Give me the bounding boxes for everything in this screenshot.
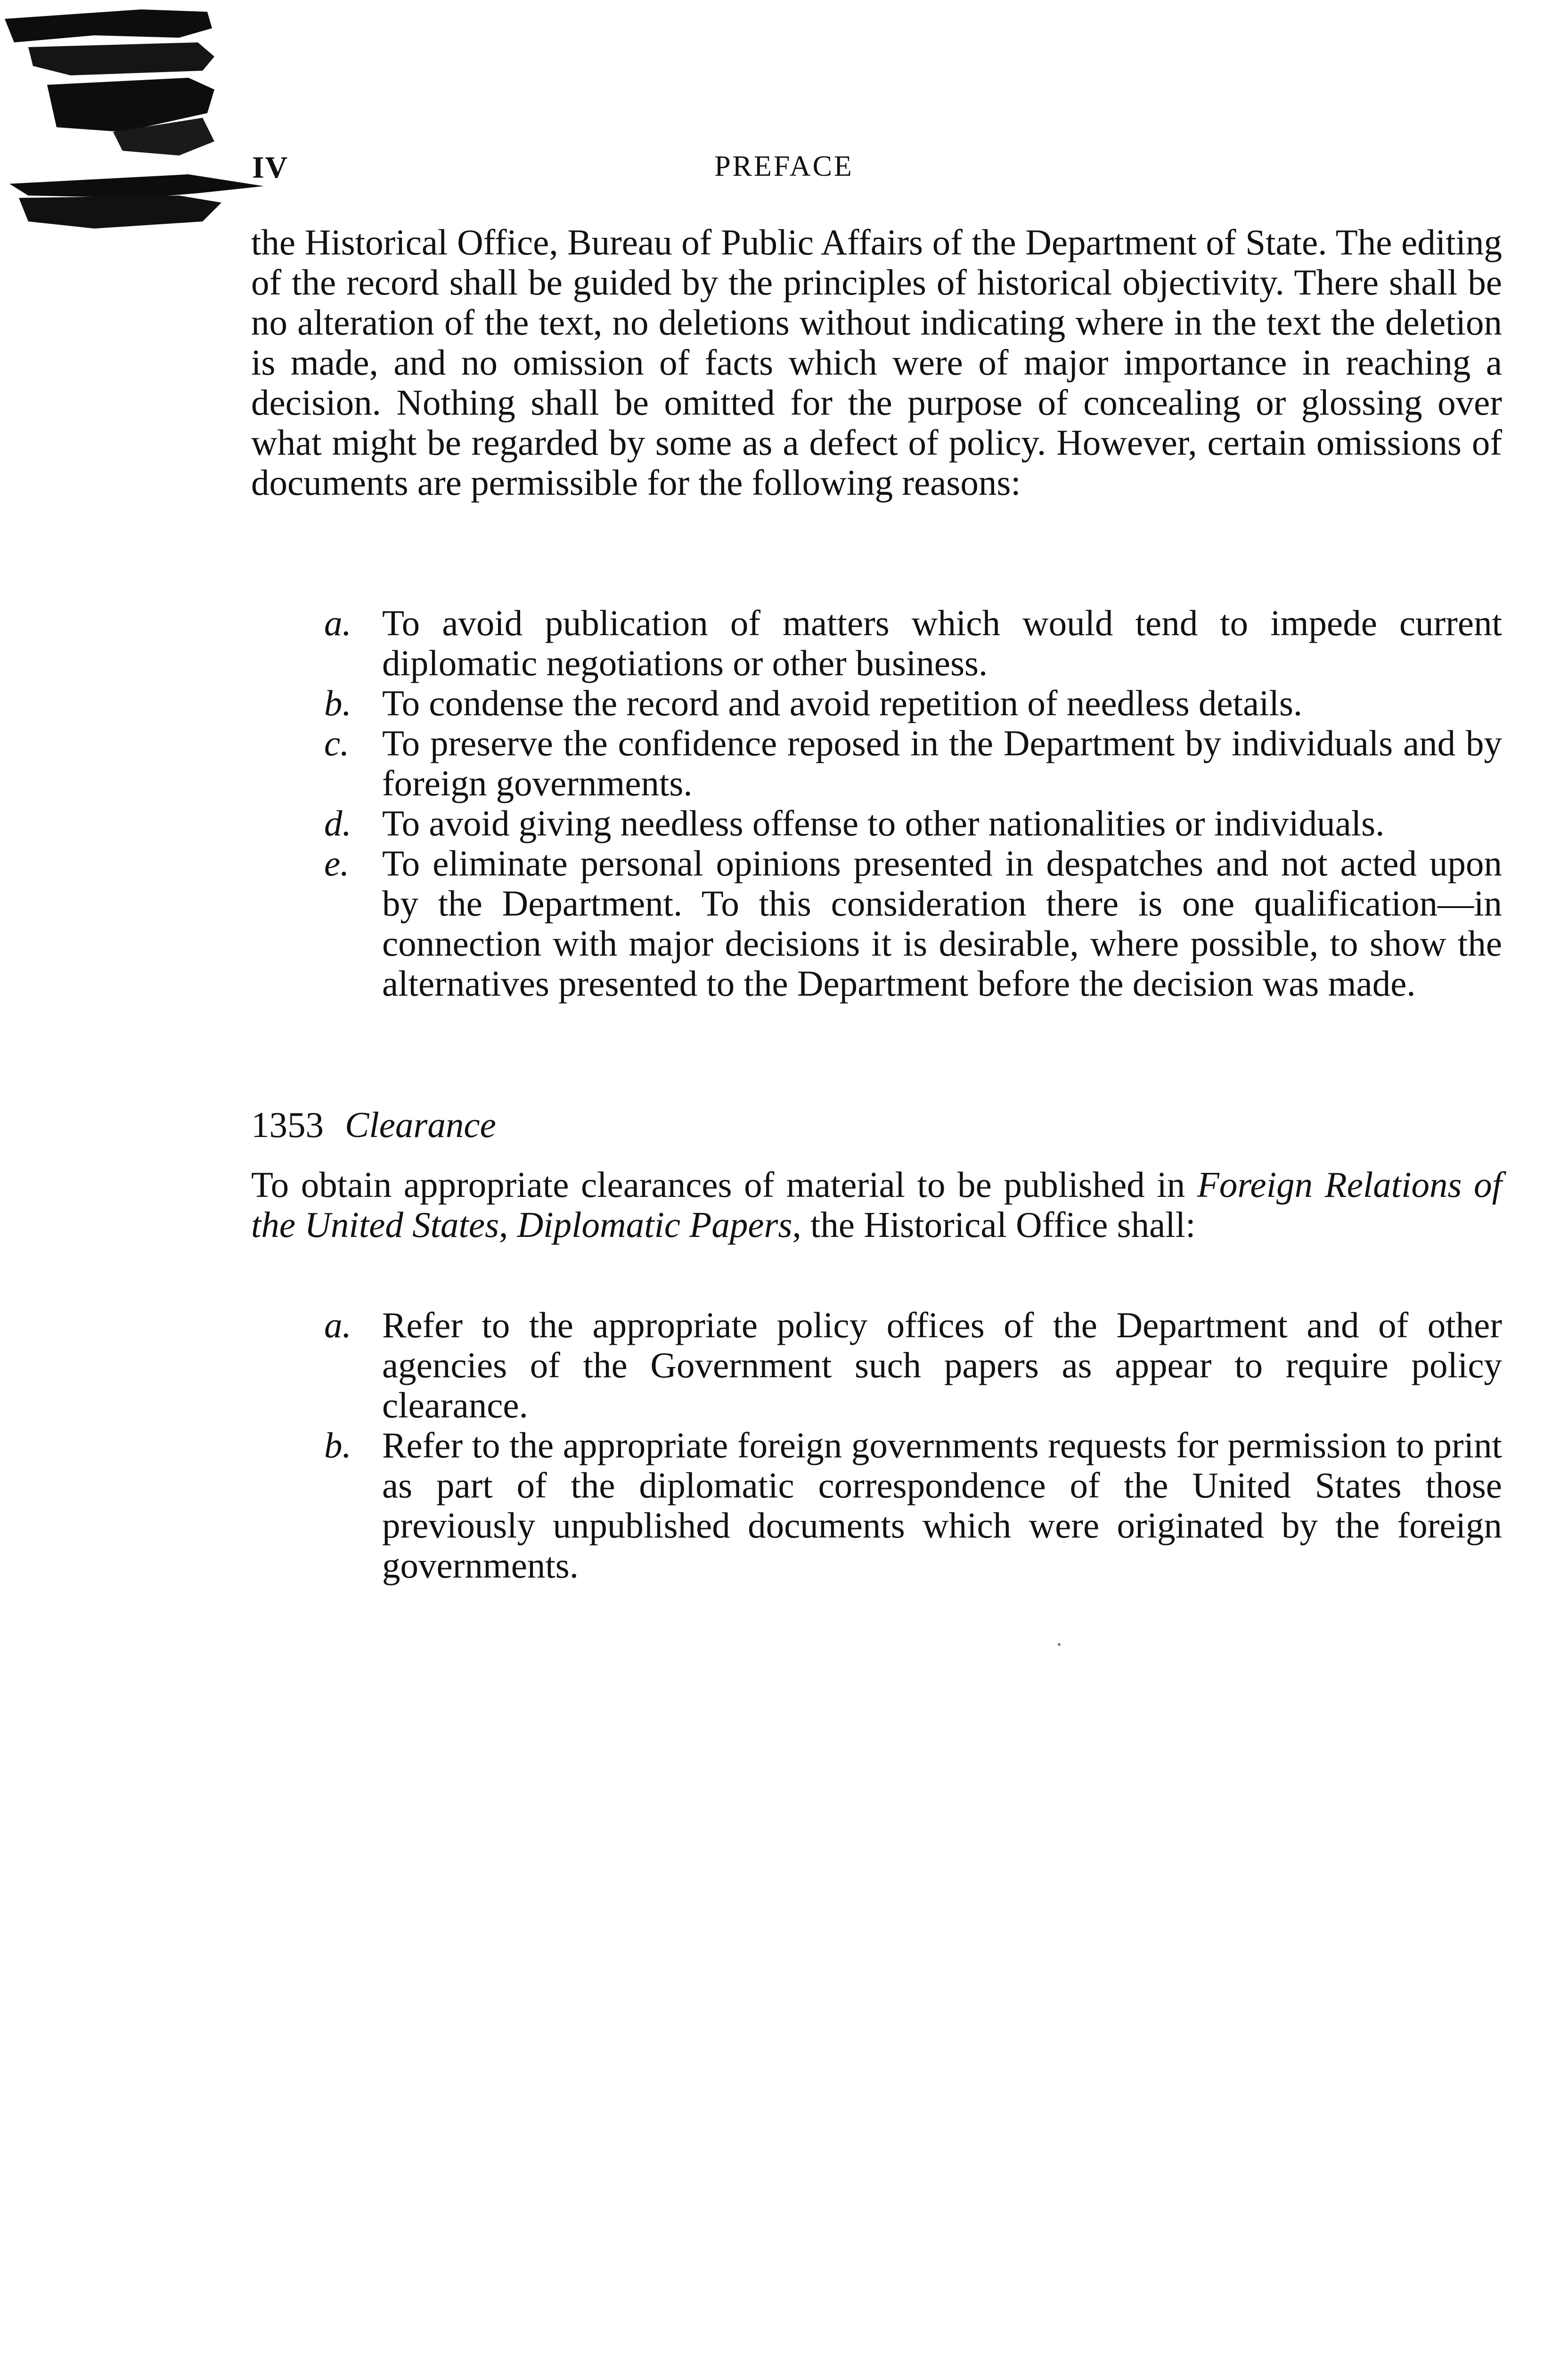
list-item — [251, 843, 1502, 1004]
list-marker: c. — [324, 723, 350, 763]
list-item — [251, 803, 1502, 843]
clearance-paragraph — [251, 1165, 1502, 1245]
list-item — [251, 683, 1502, 723]
list-item — [251, 603, 1502, 683]
list-item — [251, 1305, 1502, 1425]
list-item-text: Refer to the appropriate foreign governments requests for permission to print as part of the diplomatic correspondence of the United States those previously unpublished documents which were originated by the foreign governments. — [382, 1425, 1502, 1586]
redaction-mark-bottom — [0, 160, 269, 231]
list-item-text: Refer to the appropriate policy offices of the Department and of other agencies of the Government such papers as appear to require policy clearance. — [382, 1305, 1502, 1425]
publication-subtitle: Diplomatic Papers — [517, 1204, 792, 1245]
section-title: Clearance — [345, 1104, 496, 1145]
clearance-tail: , the Historical Office shall: — [792, 1204, 1196, 1245]
list-marker: e. — [324, 843, 350, 884]
list-item-text: To condense the record and avoid repetition of needless details. — [382, 683, 1303, 723]
list-item-text: To preserve the confidence reposed in the Department by individuals and by foreign governments. — [382, 723, 1502, 803]
list-item-text: To avoid giving needless offense to other nationalities or individuals. — [382, 803, 1385, 843]
publication-title: Foreign Relations of the United States — [251, 1164, 1502, 1245]
list-marker: a. — [324, 603, 351, 643]
section-number: 1353 — [251, 1104, 324, 1145]
list-item-text: To avoid publication of matters which would tend to impede current diplomatic negotiations or other business. — [382, 603, 1502, 683]
list-item — [251, 723, 1502, 803]
section-heading — [251, 1105, 496, 1145]
list-item — [251, 1425, 1502, 1586]
redaction-mark-top — [0, 0, 217, 160]
running-head: PREFACE — [714, 150, 854, 182]
list-marker: d. — [324, 803, 351, 843]
stray-mark — [1058, 1643, 1061, 1646]
intro-paragraph: the Historical Office, Bureau of Public Affairs of the Department of State. The editing of the record shall be guided by the principles of historical objectivity. There shall be no alteration of the text, no deletions without indicating where in the text the deletion is made, and no omission of facts which were of major importance in reaching a decision. Nothing shall be omitted for the purpose of concealing or glossing over what might be regarded by some as a defect of policy. However, certain omissions of documents are permissible for the following reasons: — [251, 222, 1502, 503]
list-marker: a. — [324, 1305, 351, 1345]
clearance-lead: To obtain appropriate clearances of material to be published in — [251, 1164, 1185, 1205]
title-separator: , — [499, 1204, 508, 1245]
list-marker: b. — [324, 1425, 351, 1465]
page-number: IV — [252, 150, 289, 185]
list-item-text: To eliminate personal opinions presented in despatches and not acted upon by the Department. To this consideration there is one qualification—in connection with major decisions it is desirable, where possible, to show the alternatives presented to the Department before the decision was made. — [382, 843, 1502, 1004]
list-marker: b. — [324, 683, 351, 723]
reasons-list — [251, 603, 1502, 1004]
clearance-list — [251, 1305, 1502, 1586]
